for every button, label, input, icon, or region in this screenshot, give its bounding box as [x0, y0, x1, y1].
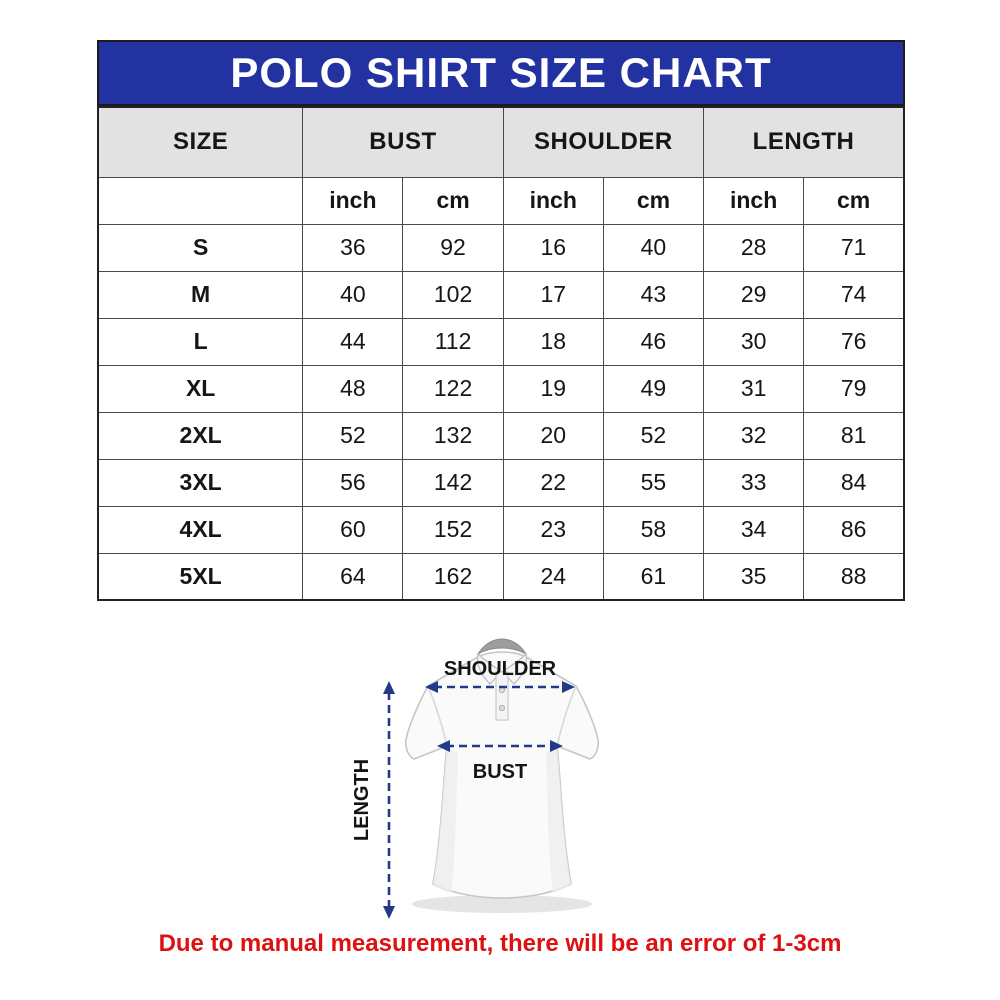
unit-header-shoulder-inch: inch [503, 177, 603, 224]
column-header-length: LENGTH [704, 107, 904, 177]
measurement-cell: 23 [503, 506, 603, 553]
table-row [98, 318, 904, 365]
measurement-cell: 60 [303, 506, 403, 553]
measurement-cell: 16 [503, 224, 603, 271]
measurement-cell: 33 [704, 459, 804, 506]
table-row [98, 224, 904, 271]
polo-shirt-diagram [330, 632, 670, 944]
measurement-cell: 40 [303, 271, 403, 318]
measurement-cell: 32 [704, 412, 804, 459]
measurement-cell: 102 [403, 271, 503, 318]
measurement-cell: 43 [603, 271, 703, 318]
table-row [98, 553, 904, 600]
measurement-cell: 48 [303, 365, 403, 412]
measurement-cell: 22 [503, 459, 603, 506]
column-header-size: SIZE [98, 107, 303, 177]
measurement-cell: 142 [403, 459, 503, 506]
chart-title: POLO SHIRT SIZE CHART [230, 49, 772, 96]
size-label-cell: S [98, 224, 303, 271]
disclaimer-text: Due to manual measurement, there will be an error of 1-3cm [158, 930, 842, 957]
measurement-cell: 19 [503, 365, 603, 412]
measurement-cell: 71 [804, 224, 904, 271]
measurement-cell: 49 [603, 365, 703, 412]
size-label-cell: 3XL [98, 459, 303, 506]
unit-header-bust-cm: cm [403, 177, 503, 224]
measurement-cell: 112 [403, 318, 503, 365]
measurement-cell: 34 [704, 506, 804, 553]
measurement-cell: 88 [804, 553, 904, 600]
table-row [98, 459, 904, 506]
measurement-cell: 46 [603, 318, 703, 365]
measurement-cell: 20 [503, 412, 603, 459]
group-header-row [98, 107, 904, 177]
size-chart-table [97, 106, 905, 601]
measurement-cell: 84 [804, 459, 904, 506]
blank-corner-cell [98, 177, 303, 224]
measurement-cell: 18 [503, 318, 603, 365]
chart-title-bar [97, 40, 905, 106]
bust-label: BUST [472, 761, 528, 783]
measurement-cell: 122 [403, 365, 503, 412]
button-bottom [499, 705, 504, 710]
measurement-cell: 29 [704, 271, 804, 318]
size-label-cell: XL [98, 365, 303, 412]
polo-shirt-illustration [330, 632, 670, 944]
measurement-cell: 58 [603, 506, 703, 553]
measurement-cell: 92 [403, 224, 503, 271]
measurement-cell: 61 [603, 553, 703, 600]
table-row [98, 412, 904, 459]
measurement-cell: 30 [704, 318, 804, 365]
measurement-cell: 24 [503, 553, 603, 600]
unit-header-bust-inch: inch [303, 177, 403, 224]
measurement-cell: 44 [303, 318, 403, 365]
unit-header-shoulder-cm: cm [603, 177, 703, 224]
size-label-cell: 5XL [98, 553, 303, 600]
length-arrow [383, 681, 395, 919]
measurement-cell: 35 [704, 553, 804, 600]
table-row [98, 506, 904, 553]
measurement-cell: 40 [603, 224, 703, 271]
measurement-cell: 36 [303, 224, 403, 271]
measurement-cell: 28 [704, 224, 804, 271]
measurement-cell: 56 [303, 459, 403, 506]
measurement-cell: 132 [403, 412, 503, 459]
measurement-cell: 162 [403, 553, 503, 600]
measurement-cell: 31 [704, 365, 804, 412]
table-row [98, 271, 904, 318]
measurement-cell: 86 [804, 506, 904, 553]
measurement-cell: 17 [503, 271, 603, 318]
unit-header-length-inch: inch [704, 177, 804, 224]
unit-header-row [98, 177, 904, 224]
unit-header-length-cm: cm [804, 177, 904, 224]
measurement-cell: 81 [804, 412, 904, 459]
measurement-cell: 74 [804, 271, 904, 318]
column-header-shoulder: SHOULDER [503, 107, 703, 177]
measurement-cell: 55 [603, 459, 703, 506]
measurement-cell: 52 [303, 412, 403, 459]
shoulder-label: SHOULDER [443, 658, 557, 680]
size-chart [97, 40, 905, 601]
size-label-cell: M [98, 271, 303, 318]
size-label-cell: 2XL [98, 412, 303, 459]
size-label-cell: 4XL [98, 506, 303, 553]
measurement-cell: 76 [804, 318, 904, 365]
length-label: LENGTH [351, 758, 373, 842]
size-chart-body [98, 224, 904, 600]
size-label-cell: L [98, 318, 303, 365]
measurement-cell: 152 [403, 506, 503, 553]
column-header-bust: BUST [303, 107, 503, 177]
measurement-cell: 64 [303, 553, 403, 600]
measurement-cell: 79 [804, 365, 904, 412]
measurement-cell: 52 [603, 412, 703, 459]
table-row [98, 365, 904, 412]
